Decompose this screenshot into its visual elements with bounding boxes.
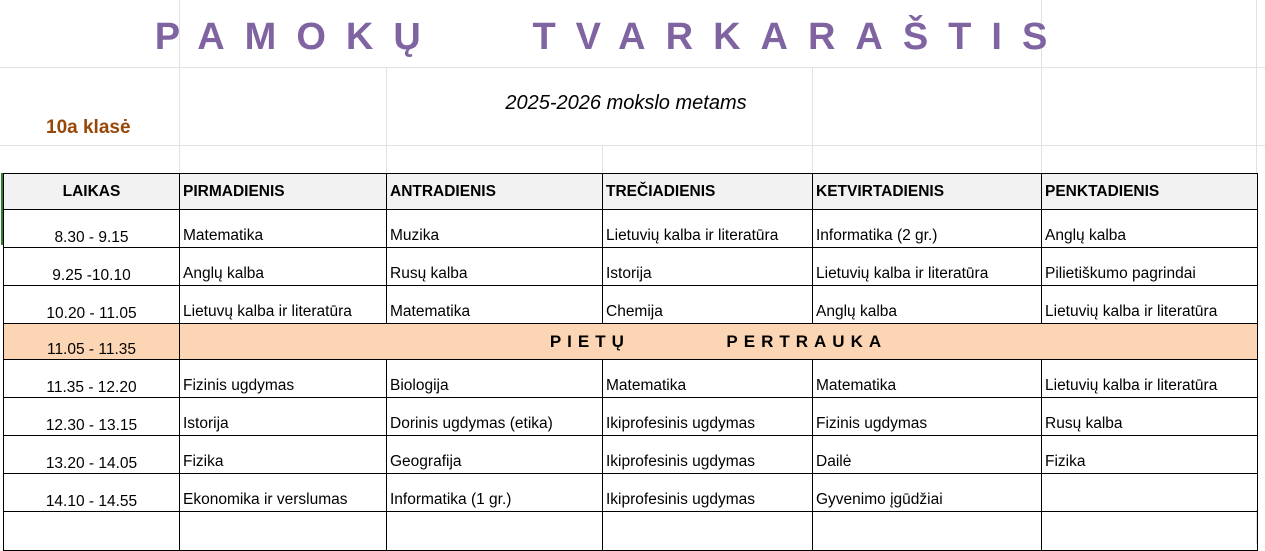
lesson-cell[interactable]: Chemija (603, 286, 813, 324)
lesson-cell[interactable]: Pilietiškumo pagrindai (1042, 248, 1258, 286)
lesson-cell[interactable]: Gyvenimo įgūdžiai (813, 474, 1042, 512)
lesson-cell[interactable]: Geografija (387, 436, 603, 474)
lesson-cell[interactable]: Rusų kalba (387, 248, 603, 286)
lesson-cell[interactable]: Ikiprofesinis ugdymas (603, 436, 813, 474)
lunch-break-row (4, 324, 1258, 360)
lesson-cell[interactable]: Anglų kalba (813, 286, 1042, 324)
lesson-cell[interactable]: Matematika (603, 360, 813, 398)
header-friday[interactable]: PENKTADIENIS (1042, 174, 1258, 210)
lesson-cell[interactable]: Fizinis ugdymas (180, 360, 387, 398)
lesson-cell[interactable]: Ikiprofesinis ugdymas (603, 398, 813, 436)
empty-cell[interactable] (180, 512, 387, 551)
time-cell[interactable]: 12.30 - 13.15 (4, 398, 180, 436)
lesson-cell[interactable]: Biologija (387, 360, 603, 398)
lesson-cell[interactable]: Fizika (180, 436, 387, 474)
lesson-cell[interactable]: Istorija (603, 248, 813, 286)
lesson-cell[interactable]: Lietuvių kalba ir literatūra (813, 248, 1042, 286)
lesson-cell[interactable]: Lietuvių kalba ir literatūra (1042, 360, 1258, 398)
header-wednesday[interactable]: TREČIADIENIS (603, 174, 813, 210)
page-title: PAMOKŲ TVARKARAŠTIS (154, 15, 1068, 58)
lesson-cell[interactable]: Anglų kalba (180, 248, 387, 286)
lunch-break-label[interactable]: PIETŲ PERTRAUKA (180, 324, 1258, 360)
lesson-cell[interactable]: Matematika (387, 286, 603, 324)
lesson-cell[interactable]: Lietuvių kalba ir literatūra (1042, 286, 1258, 324)
schedule-table (3, 173, 1258, 551)
time-cell[interactable]: 9.25 -10.10 (4, 248, 180, 286)
table-row (4, 360, 1258, 398)
empty-cell[interactable] (1042, 512, 1258, 551)
lesson-cell[interactable]: Istorija (180, 398, 387, 436)
lesson-cell[interactable]: Fizika (1042, 436, 1258, 474)
lesson-cell[interactable]: Informatika (2 gr.) (813, 210, 1042, 248)
lesson-cell[interactable]: Matematika (813, 360, 1042, 398)
lesson-cell[interactable]: Matematika (180, 210, 387, 248)
empty-cell[interactable] (603, 512, 813, 551)
break-time-cell[interactable]: 11.05 - 11.35 (4, 324, 180, 360)
lesson-cell[interactable]: Anglų kalba (1042, 210, 1258, 248)
lesson-cell[interactable]: Lietuvų kalba ir literatūra (180, 286, 387, 324)
table-row (4, 436, 1258, 474)
table-row (4, 248, 1258, 286)
lesson-cell[interactable]: Rusų kalba (1042, 398, 1258, 436)
header-time[interactable]: LAIKAS (4, 174, 180, 210)
header-tuesday[interactable]: ANTRADIENIS (387, 174, 603, 210)
lesson-cell[interactable]: Ekonomika ir verslumas (180, 474, 387, 512)
table-row (4, 286, 1258, 324)
time-cell[interactable]: 13.20 - 14.05 (4, 436, 180, 474)
school-year-subtitle: 2025-2026 mokslo metams (505, 92, 747, 114)
header-thursday[interactable]: KETVIRTADIENIS (813, 174, 1042, 210)
empty-cell[interactable] (4, 512, 180, 551)
empty-row (4, 512, 1258, 551)
time-cell[interactable]: 10.20 - 11.05 (4, 286, 180, 324)
table-row (4, 474, 1258, 512)
lesson-cell[interactable] (1042, 474, 1258, 512)
time-cell[interactable]: 11.35 - 12.20 (4, 360, 180, 398)
lesson-cell[interactable]: Informatika (1 gr.) (387, 474, 603, 512)
lesson-cell[interactable]: Lietuvių kalba ir literatūra (603, 210, 813, 248)
class-label: 10a klasė (46, 117, 131, 138)
empty-cell[interactable] (387, 512, 603, 551)
table-row (4, 210, 1258, 248)
lesson-cell[interactable]: Dailė (813, 436, 1042, 474)
header-row (4, 174, 1258, 210)
table-row (4, 398, 1258, 436)
lesson-cell[interactable]: Fizinis ugdymas (813, 398, 1042, 436)
lesson-cell[interactable]: Muzika (387, 210, 603, 248)
lesson-cell[interactable]: Dorinis ugdymas (etika) (387, 398, 603, 436)
lesson-cell[interactable]: Ikiprofesinis ugdymas (603, 474, 813, 512)
header-monday[interactable]: PIRMADIENIS (180, 174, 387, 210)
time-cell[interactable]: 8.30 - 9.15 (4, 210, 180, 248)
time-cell[interactable]: 14.10 - 14.55 (4, 474, 180, 512)
empty-cell[interactable] (813, 512, 1042, 551)
